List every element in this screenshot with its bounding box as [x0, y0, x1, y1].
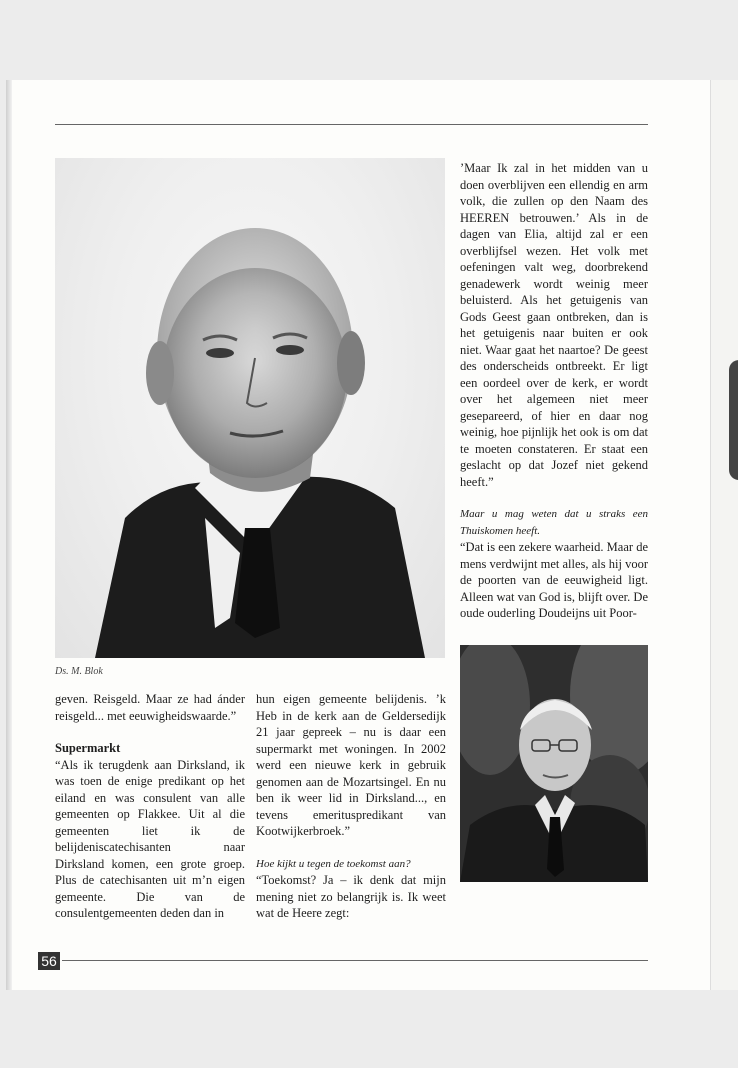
bottom-rule	[62, 960, 648, 961]
text-column-1	[55, 691, 245, 922]
interview-answer-homecoming: “Dat is een zekere waarheid. Maar de mens verdwijnt met alles, als hij voor de poorten van de eeuwigheid ligt. Alleen wat van God is, blijft over. De oude ouderling Doudeijns uit Poor-	[460, 540, 648, 620]
interview-answer-future: “Toekomst? Ja – ik denk dat mijn mening niet zo belangrijk is. Ik weet wat de Heere zegt:	[256, 873, 446, 920]
interview-question-future: Hoe kijkt u tegen de toekomst aan?	[256, 857, 411, 870]
page-number: 56	[38, 952, 60, 970]
elderly-man-photo	[460, 645, 648, 882]
facing-page-edge	[710, 80, 738, 990]
portrait-photo-ds-m-blok	[55, 158, 445, 658]
column-2-body: hun eigen gemeente belijdenis. ’k Heb in de kerk aan de Geldersedijk 21 jaar gepreek – nu is daar een supermarkt met woningen. In 2002 werd een nieuwe kerk in gebruik genomen aan de Mozartsingel. En nu ben ik weer lid in Dirksland..., en tevens emerituspredikant van Kootwijkerbroek.”	[256, 692, 446, 838]
column-1-body: “Als ik terugdenk aan Dirksland, ik was toen de enige predikant op het eiland en was consulent van alle gemeenten op Flakkee. Uit al die gemeenten liet ik de belijdeniscatechisanten naar Dirksland komen, een grote groep. Plus de catechisanten uit m’n eigen gemeente. Die van de consulentgemeenten deden dan in	[55, 757, 245, 920]
facing-page-image-edge	[729, 360, 738, 480]
column-3-quote: ’Maar Ik zal in het midden van u doen overblijven een ellendig en arm volk, die zullen op den Naam des HEEREN betrouwen.’ Als in de dagen van Elia, altijd zal er een overblijfsel wezen. Het volk met oefeningen valt weg, doorbrekend genadewerk wordt weinig meer beluisterd. Als het getuigenis van Gods Geest gaan ontbreken, dan is het getuigenis naar buiten er ook niet. Waar gaat het naartoe? De geest des onderscheids ontbreekt. Er ligt een oordeel over de kerk, er wordt over het algemeen niet meer gesepareerd, of hier en daar nog weinig, hoe pijnlijk het ook is om dat te moeten constateren. Er staat een geslacht op dat Jozef niet gekend heeft.”	[460, 161, 648, 489]
text-column-3	[460, 160, 648, 622]
photo-caption: Ds. M. Blok	[55, 666, 103, 677]
text-column-2	[256, 691, 446, 922]
interview-question-homecoming: Maar u mag weten dat u straks een Thuiskomen heeft.	[460, 508, 648, 537]
column-1-intro: geven. Reisgeld. Maar ze had ánder reisgeld... met eeuwigheidswaarde.”	[55, 692, 245, 723]
top-rule	[55, 124, 648, 125]
section-heading-supermarkt: Supermarkt	[55, 741, 121, 755]
page-gutter	[6, 80, 12, 990]
